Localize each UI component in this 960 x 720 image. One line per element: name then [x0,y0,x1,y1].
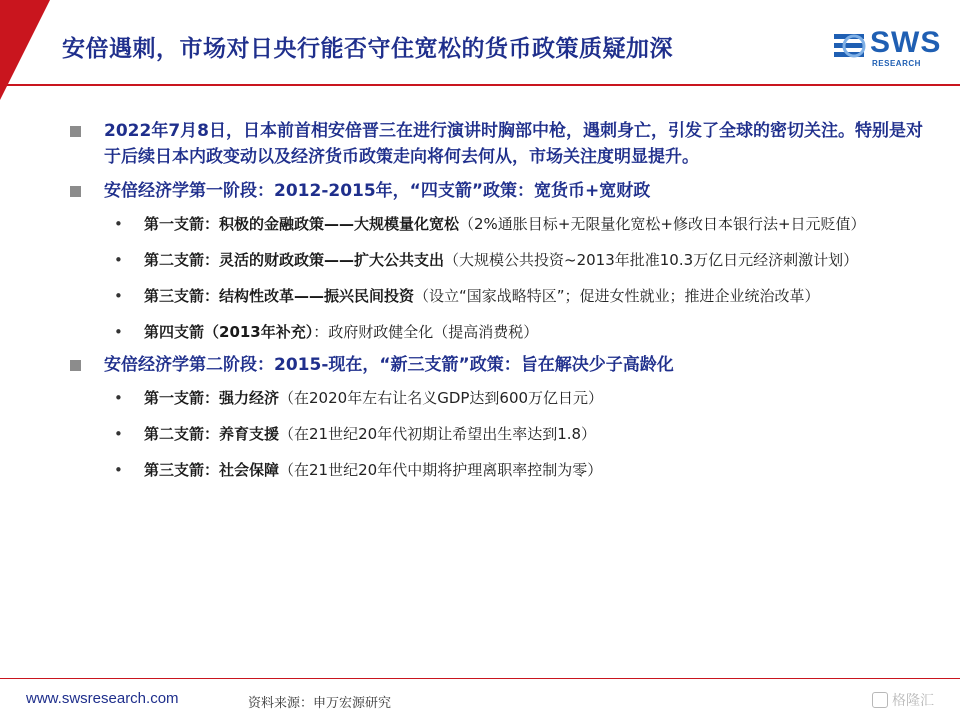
sub-bullet [70,422,930,446]
sub-bullet-detail: （在21世纪20年代中期将护理离职率控制为零） [279,461,603,479]
sub-bullet-key: 第二支箭：灵活的财政政策——扩大公共支出 [144,251,445,269]
sub-bullet [70,212,930,236]
footer-divider [0,678,960,679]
dot-bullet-icon: • [114,215,123,233]
dot-bullet-icon: • [114,425,123,443]
sub-bullet-detail: （在2020年左右让名义GDP达到600万亿日元） [279,389,604,407]
square-bullet-icon [70,126,81,137]
sws-logo [832,26,952,78]
sub-bullet [70,320,930,344]
logo-subtext: RESEARCH [872,59,921,68]
dot-bullet-icon: • [114,323,123,341]
dot-bullet-icon: • [114,461,123,479]
sub-bullet-detail: （在21世纪20年代初期让希望出生率达到1.8） [279,425,597,443]
bullet-intro [70,118,930,170]
dot-bullet-icon: • [114,251,123,269]
sub-bullet-key: 第一支箭：强力经济 [144,389,280,407]
watermark [872,690,934,710]
bullet-phase-two [70,352,930,378]
logo-wordmark: SWS [870,26,942,59]
header-divider [0,84,960,86]
dot-bullet-icon: • [114,389,123,407]
bullet-phase-two-text: 安倍经济学第二阶段：2015-现在，“新三支箭”政策：旨在解决少子高龄化 [104,355,674,375]
watermark-text: 格隆汇 [892,693,934,709]
sub-bullet-key: 第四支箭（2013年补充） [144,323,314,341]
sub-bullet-key: 第三支箭：结构性改革——振兴民间投资 [144,287,415,305]
footer-source-note: 资料来源：申万宏源研究 [248,696,392,711]
sub-bullet [70,248,930,272]
bullet-phase-one-text: 安倍经济学第一阶段：2012-2015年，“四支箭”政策：宽货币+宽财政 [104,181,651,201]
sub-bullet-detail: （大规模公共投资~2013年批准10.3万亿日元经济刺激计划） [444,251,859,269]
slide-body [70,118,930,482]
bullet-intro-text: 2022年7月8日，日本前首相安倍晋三在进行演讲时胸部中枪，遇刺身亡，引发了全球的密切关注。特别是对于后续日本内政变动以及经济货币政策走向将何去何从，市场关注度明显提升。 [104,121,923,167]
dot-bullet-icon: • [114,287,123,305]
sub-bullet-key: 第一支箭：积极的金融政策——大规模量化宽松 [144,215,460,233]
watermark-logo-icon [872,692,888,708]
square-bullet-icon [70,186,81,197]
sub-bullet [70,458,930,482]
sub-bullet-detail: （2%通胀目标+无限量化宽松+修改日本银行法+日元贬值） [459,215,866,233]
sub-bullet-detail: ：政府财政健全化（提高消费税） [313,323,539,341]
sws-logo-mark-icon [832,28,868,64]
sub-bullet [70,386,930,410]
footer-website-link[interactable]: www.swsresearch.com [26,690,179,707]
bullet-phase-one [70,178,930,204]
sub-bullet-key: 第三支箭：社会保障 [144,461,280,479]
page-title: 安倍遇刺，市场对日央行能否守住宽松的货币政策质疑加深 [62,35,673,62]
sub-bullet [70,284,930,308]
sub-bullet-detail: （设立“国家战略特区”；促进女性就业；推进企业统治改革） [414,287,820,305]
square-bullet-icon [70,360,81,371]
sub-bullet-key: 第二支箭：养育支援 [144,425,280,443]
